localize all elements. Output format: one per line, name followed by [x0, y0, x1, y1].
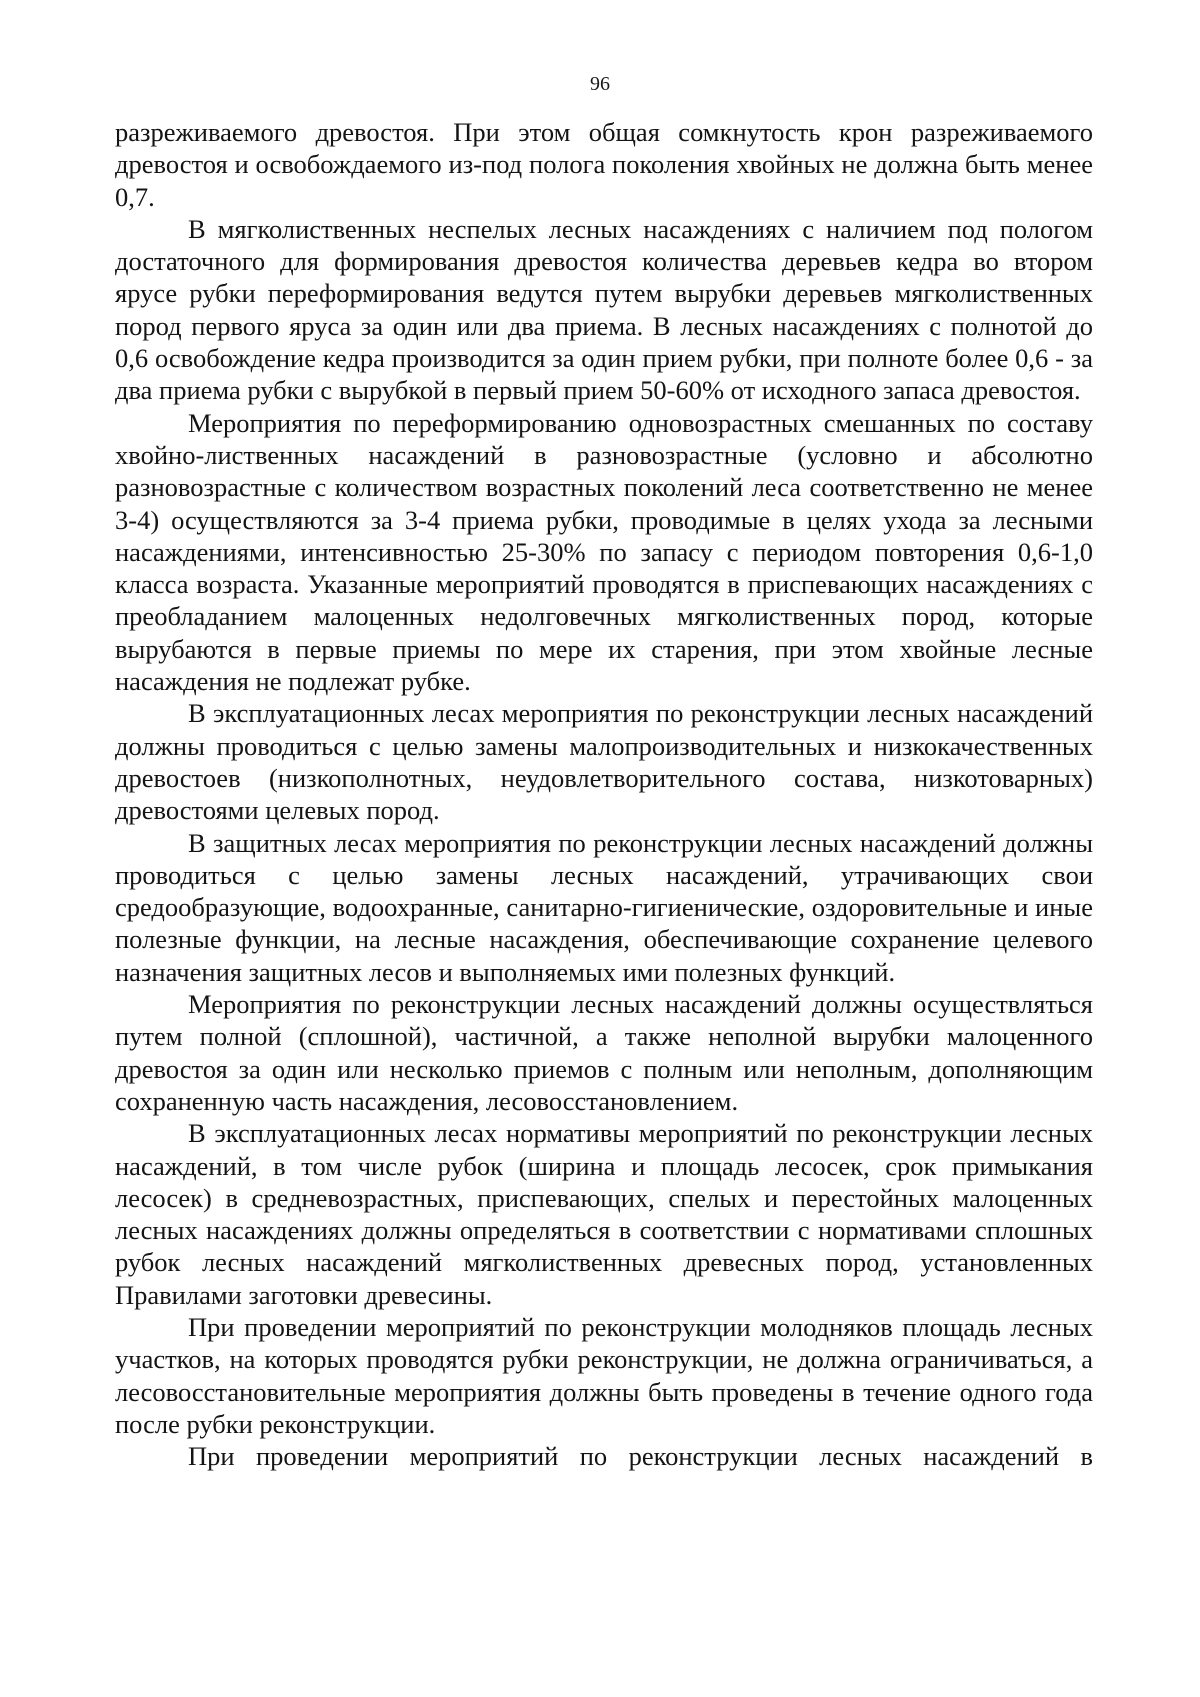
paragraph-reconstruction-methods: Мероприятия по реконструкции лесных насаждений должны осуществляться путем полной (сплошной), частичной, а также неполной вырубки малоценного древостоя за один или несколько приемов с полным или неполным, дополняющим сохраненную часть насаждения, лесовосстановлением.: [115, 989, 1093, 1116]
paragraph-continuation: разреживаемого древостоя. При этом общая сомкнутость крон разреживаемого древостоя и освобождаемого из-под полога поколения хвойных не должна быть менее 0,7.: [115, 117, 1093, 212]
paragraph-young-stands: При проведении мероприятий по реконструкции молодняков площадь лесных участков, на которых проводятся рубки реконструкции, не должна ограничиваться, а лесовосстановительные мероприятия должны быть проведены в течение одного года после рубки реконструкции.: [115, 1311, 1093, 1439]
paragraph-trailing: При проведении мероприятий по реконструкции лесных насаждений в: [188, 1441, 1093, 1472]
paragraph-protective-forests: В защитных лесах мероприятия по реконструкции лесных насаждений должны проводиться с целью замены лесных насаждений, утрачивающих свои средообразующие, водоохранные, санитарно-гигиенические, оздоровительные и иные полезные функции, на лесные насаждения, обеспечивающие сохранение целевого назначения защитных лесов и выполняемых ими полезных функций.: [115, 827, 1093, 987]
page-number: 96: [590, 73, 610, 95]
paragraph-cedar-reformation: В мягколиственных неспелых лесных насаждениях с наличием под пологом достаточного для формирования древостоя количества деревьев кедра во втором ярусе рубки переформирования ведутся путем вырубки деревьев мягколиственных пород первого яруса за один или два приема. В лесных насаждениях с полнотой до 0,6 освобождение кедра производится за один прием рубки, при полноте более 0,6 - за два приема рубки с вырубкой в первый прием 50-60% от исходного запаса древостоя.: [115, 213, 1093, 406]
paragraph-mixed-stands-reformation: Мероприятия по переформированию одновозрастных смешанных по составу хвойно-лиственных насаждений в разновозрастные (условно и абсолютно разновозрастные с количеством возрастных поколений леса соответственно не менее 3-4) осуществляются за 3-4 приема рубки, проводимые в целях ухода за лесными насаждениями, интенсивностью 25-30% по запасу с периодом повторения 0,6-1,0 класса возраста. Указанные мероприятий проводятся в приспевающих насаждениях с преобладанием малоценных недолговечных мягколиственных пород, которые вырубаются в первые приемы по мере их старения, при этом хвойные лесные насаждения не подлежат рубке.: [115, 407, 1093, 697]
paragraph-reconstruction-norms: В эксплуатационных лесах нормативы мероприятий по реконструкции лесных насаждений, в том числе рубок (ширина и площадь лесосек, срок примыкания лесосек) в средневозрастных, приспевающих, спелых и перестойных малоценных лесных насаждениях должны определяться в соответствии с нормативами сплошных рубок лесных насаждений мягколиственных древесных пород, установленных Правилами заготовки древесины.: [115, 1118, 1093, 1310]
document-body: [115, 116, 1093, 1472]
paragraph-exploitation-forests: В эксплуатационных лесах мероприятия по реконструкции лесных насаждений должны проводиться с целью замены малопроизводительных и низкокачественных древостоев (низкополнотных, неудовлетворительного состава, низкотоварных) древостоями целевых пород.: [115, 698, 1093, 826]
